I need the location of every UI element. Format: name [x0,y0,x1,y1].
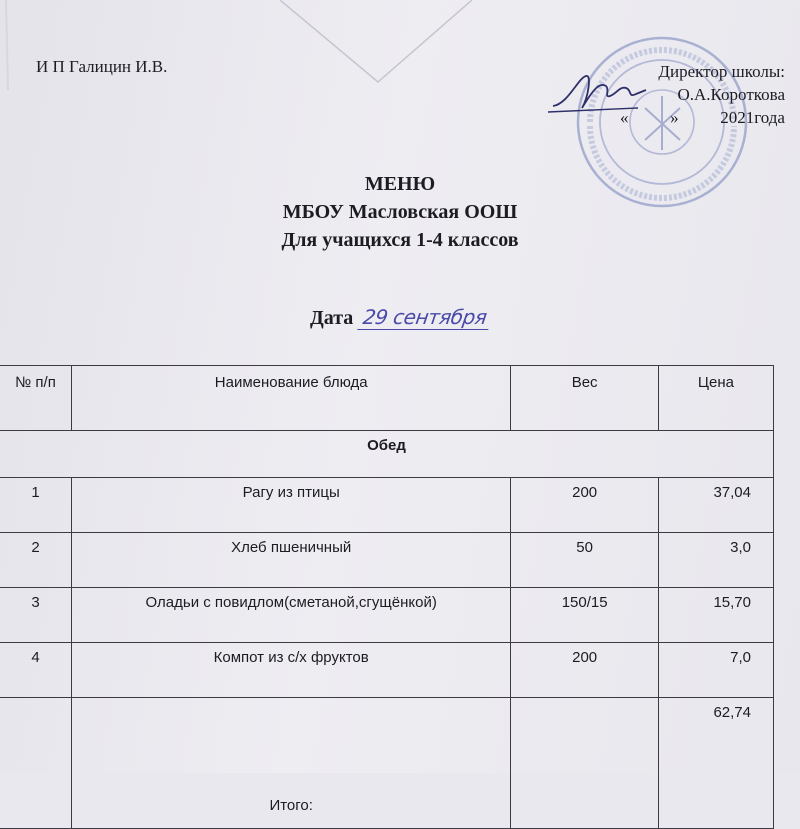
header-num: № п/п [0,366,72,431]
total-empty-cell [0,698,72,829]
row-weight: 200 [511,643,659,698]
date-quote-open: « [620,108,629,127]
total-price: 62,74 [658,698,773,829]
row-weight: 200 [511,478,659,533]
menu-table [0,365,774,829]
document-title [0,170,800,254]
date-quote-close: » [670,108,679,127]
row-weight: 150/15 [511,588,659,643]
table-row [0,478,774,533]
approval-year: 2021года [720,108,785,127]
row-weight: 50 [511,533,659,588]
header-weight: Вес [511,366,659,431]
table-row [0,588,774,643]
total-row [0,698,774,829]
row-dish: Оладьи с повидлом(сметаной,сгущёнкой) [72,588,511,643]
row-num: 2 [0,533,72,588]
director-title: Директор школы: [658,62,785,81]
title-school: МБОУ Масловская ООШ [282,201,518,223]
left-signature-line: И П Галицин И.В. [36,57,168,76]
header-price: Цена [658,366,773,431]
table-row [0,643,774,698]
director-approval-block [560,60,785,129]
section-lunch: Обед [0,431,774,478]
director-name: О.А.Короткова [677,85,785,104]
section-row [0,431,774,478]
table-row [0,533,774,588]
approval-date-line [560,106,785,129]
date-label: Дата [310,307,354,329]
title-grades: Для учащихся 1-4 классов [281,229,519,251]
row-dish: Хлеб пшеничный [72,533,511,588]
row-num: 1 [0,478,72,533]
row-price: 7,0 [658,643,773,698]
row-dish: Компот из с/х фруктов [72,643,511,698]
row-price: 3,0 [658,533,773,588]
row-dish: Рагу из птицы [72,478,511,533]
title-menu: МЕНЮ [364,173,436,195]
row-num: 3 [0,588,72,643]
header-name: Наименование блюда [72,366,511,431]
date-handwritten: 29 сентября [358,305,493,330]
menu-date [310,305,491,330]
row-price: 15,70 [658,588,773,643]
total-label: Итого: [72,698,511,829]
table-header-row [0,366,774,431]
total-weight-empty [511,698,659,829]
row-num: 4 [0,643,72,698]
row-price: 37,04 [658,478,773,533]
